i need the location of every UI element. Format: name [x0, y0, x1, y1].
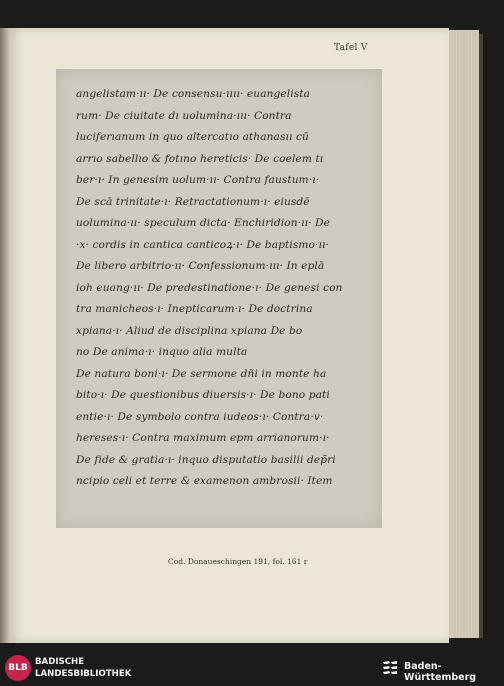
- manuscript-line: luciferıanum in quo altercatıo athanasıı cū: [76, 131, 309, 143]
- manuscript-line: De libero arbitrio·ıı· Confessionum·ııı· In eplā: [76, 260, 325, 272]
- book-cover-edge: [479, 34, 483, 638]
- manuscript-line: no De anima·ı· inquo alia multa: [76, 346, 248, 358]
- manuscript-line: uolumina·ıı· speculum dicta· Enchiridion·ıı· De: [76, 217, 331, 229]
- blb-name-line1: BADISCHE: [35, 657, 85, 667]
- manuscript-line: bito·ı· De questionibus diuersis·ı· De bono pati: [76, 389, 330, 401]
- baden-wuerttemberg-name[interactable]: Baden-Württemberg: [404, 661, 477, 683]
- blb-name-line2: LANDESBIBLIOTHEK: [35, 669, 132, 679]
- manuscript-line: entie·ı· De symbolo contra iudeos·ı· Contra·v·: [76, 410, 324, 423]
- blb-name[interactable]: [35, 656, 131, 680]
- manuscript-line: xpiana·ı· Aliud de disciplina xpiana De bo: [76, 324, 303, 337]
- manuscript-line: arrıo sabellıo & fotıno hereticis· De coelem tı: [76, 152, 324, 165]
- manuscript-line: rum· De ciuitate dı uolumina·ııı· Contra: [76, 109, 292, 122]
- facing-page-edge: [0, 28, 9, 643]
- manuscript-line: ber·ı· In genesim uolum·ıı· Contra faustum·ı·: [76, 174, 320, 186]
- baden-wuerttemberg-lions-icon: [381, 658, 399, 676]
- manuscript-line: hereses·ı· Contra maximum epm arrianorum·ı·: [76, 432, 330, 444]
- plate-caption: Cod. Donaueschingen 191, fol. 161 r: [168, 557, 308, 566]
- manuscript-line: tra manicheos·ı· Inepticarum·ı· De doctrina: [76, 303, 313, 315]
- manuscript-line: ·x· cordis in cantica canticoꝝ·ı· De baptismo·ıı·: [76, 238, 329, 251]
- manuscript-line: De natura boni·ı· De sermone dñi in monte ha: [76, 367, 327, 380]
- footer-bar: [0, 651, 504, 686]
- page-stack-edge: [449, 30, 479, 638]
- manuscript-line: ncipio celi et terre & examenon ambrosii· Item: [76, 475, 333, 487]
- manuscript-line: De scā trinitate·ı· Retractationum·ı· eiusdē: [76, 195, 310, 208]
- blb-logo-icon[interactable]: BLB: [5, 655, 31, 681]
- manuscript-line: ioh euang·ıı· De predestinatione·ı· De genesi con: [76, 281, 343, 294]
- manuscript-line: De fide & gratia·ı· inquo disputatio basilii dep̄ri: [76, 453, 336, 466]
- manuscript-plate: [56, 69, 382, 528]
- manuscript-line: angelistam·ıı· De consensu·ıııı· euangelista: [76, 88, 311, 100]
- manuscript-text: [76, 84, 372, 493]
- running-head: Tafel V: [334, 43, 368, 53]
